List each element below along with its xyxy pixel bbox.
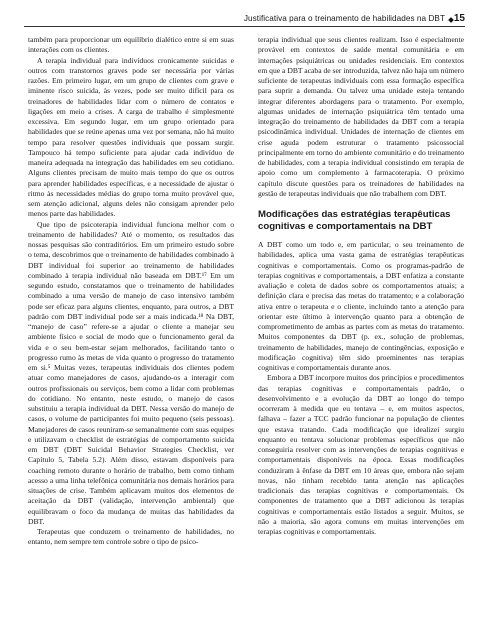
left-column <box>28 35 234 548</box>
header-rule <box>24 26 465 27</box>
paragraph: terapia individual que seus clientes realizam. Isso é especialmente provável em contextos de saúde mental comunitária e em internações psiquiátricas ou unidades residenciais. Em contextos em que a DBT acaba de ser introduzida, talvez não haja um número suficiente de terapeutas individuais com essa formação específica para suprir a demanda. Ou talvez uma unidade esteja tentando integrar diferentes abordagens para o tratamento. Por exemplo, algumas unidades de internação psiquiátrica têm tentado uma integração do treinamento de habilidades da DBT com a terapia psicodinâmica individual. Unidades de internação de clientes em crise aguda podem estruturar o tratamento psicossocial principalmente em torno do ambiente comunitário e do treinamento de habilidades, com a terapia individual consistindo em terapia de apoio como um complemento à farmacoterapia. O próximo capítulo discute questões para os treinadores de habilidades na gestão de terapeutas individuais que não trabalhem com DBT. <box>258 35 464 198</box>
paragraph: Que tipo de psicoterapia individual funciona melhor com o treinamento de habilidades? Até o momento, os resultados das nossas pesquisas são contraditórios. Em um primeiro estudo sobre o tema, descobrimos que o treinamento de habilidades combinado à DBT individual foi superior ao treinamento de habilidades combinado à terapia individual não baseada em DBT.¹⁷ Em um segundo estudo, constatamos que o treinamento de habilidades combinado a uma versão de manejo de caso intensivo também pode ser eficaz para alguns clientes, enquanto, para outros, a DBT padrão com DBT individual pode ser a mais indicada.¹⁸ Na DBT, “manejo de caso” refere-se a ajudar o cliente a manejar seu ambiente físico e social de modo que o funcionamento geral da vida e o seu bem-estar sejam melhorados, facilitando tanto o progresso rumo às metas de vida quanto o progresso do tratamento em si.⁵ Muitas vezes, terapeutas individuais dos clientes podem atuar como manejadores de casos, ajudando-os a interagir com outros profissionais ou serviços, bem como a lidar com problemas do cotidiano. No entanto, neste estudo, o manejo de casos substituiu a terapia individual da DBT. Nessa versão do manejo de casos, o volume de participantes foi muito pequeno (seis pessoas). Manejadores de casos reuniram-se semanalmente com suas equipes e utilizavam o checklist de estratégias de comportamento suicida em DBT (DBT Suicidal Behavior Strategies Checklist, ver Capítulo 5, Tabela 5.2). Além disso, estavam disponíveis para coaching remoto durante o horário de trabalho, bem como tinham acesso a uma linha telefônica comunitária nos demais horários para situações de crise. Também aplicavam muitos dos elementos de aceitação da DBT (validação, intervenção ambiental) que equilibravam o foco da mudança de muitas das habilidades da DBT. <box>28 219 234 526</box>
paragraph: Terapeutas que conduzem o treinamento de habilidades, no entanto, nem sempre tem controle sobre o tipo de psico- <box>28 527 234 547</box>
section-heading: Modificações das estratégias terapêuticas cognitivas e comportamentais na DBT <box>258 209 451 232</box>
right-column <box>258 35 464 537</box>
paragraph: A terapia individual para indivíduos cronicamente suicidas e outros com transtornos graves pode ser necessária por várias razões. Em primeiro lugar, em um grupo de clientes com grave e iminente risco suicida, às vezes, pode ser muito difícil para os treinadores de habilidades lidar com o número de contatos e ligações em meio a crises. A carga de trabalho é simplesmente excessiva. Em segundo lugar, em um grupo orientado para habilidades que se reúne apenas uma vez por semana, não há muito tempo para resolver questões individuais que possam surgir. Tampouco há tempo suficiente para ajudar cada indivíduo de maneira adequada na integração das habilidades em seu cotidiano. Alguns clientes precisam de muito mais tempo do que os outros para aprender habilidades específicas, e a necessidade de ajustar o ritmo às necessidades médias do grupo torna muito provável que, sem atenção adicional, alguns deles não consigam aprender pelo menos parte das habilidades. <box>28 55 234 219</box>
page-number: 15 <box>453 13 465 24</box>
paragraph: também para proporcionar um equilíbrio dialético entre si em suas interações com os clientes. <box>28 35 234 55</box>
running-title: Justificativa para o treinamento de habilidades na DBT <box>243 14 445 23</box>
paragraph: Embora a DBT incorpore muitos dos princípios e procedimentos das terapias cognitivas e comportamentais padrão, o desenvolvimento e a evolução da DBT ao longo do tempo ocorreram à medida que eu tentava – e, em muitos aspectos, falhava – fazer a TCC padrão funcionar na população de clientes que estava tratando. Cada modificação que idealizei surgiu enquanto eu tentava solucionar problemas específicos que não conseguiria resolver com as intervenções de terapias cognitivas e comportamentais disponíveis na época. Essas modificações conduziram à ênfase da DBT em 10 áreas que, embora não sejam novas, não tinham recebido tanta atenção nas aplicações tradicionais das terapias cognitivas e comportamentais. Os componentes de tratamento que a DBT adicionou às terapias cognitivas e comportamentais estão listados a seguir. Muitos, se não a maioria, são agora comuns em muitas intervenções em terapias cognitivas e comportamentais. <box>258 373 464 536</box>
paragraph: A DBT como um todo e, em particular, o seu treinamento de habilidades, aplica uma vasta gama de estratégias terapêuticas cognitivas e comportamentais. Como os programas-padrão de terapias cognitivas e comportamentais, a DBT enfatiza a constante avaliação e coleta de dados sobre os comportamentos atuais; a definição clara e precisa das metas do tratamento; e a colaboração ativa entre o terapeuta e o cliente, incluindo tanto a atenção para orientar este último à intervenção quanto para a obtenção de comprometimento de ambas as partes com as metas do tratamento. Muitos componentes da DBT (p. ex., solução de problemas, treinamento de habilidades, manejo de contingências, exposição e modificação cognitiva) têm sido proeminentes nas terapias cognitivas e comportamentais durante anos. <box>258 240 464 372</box>
